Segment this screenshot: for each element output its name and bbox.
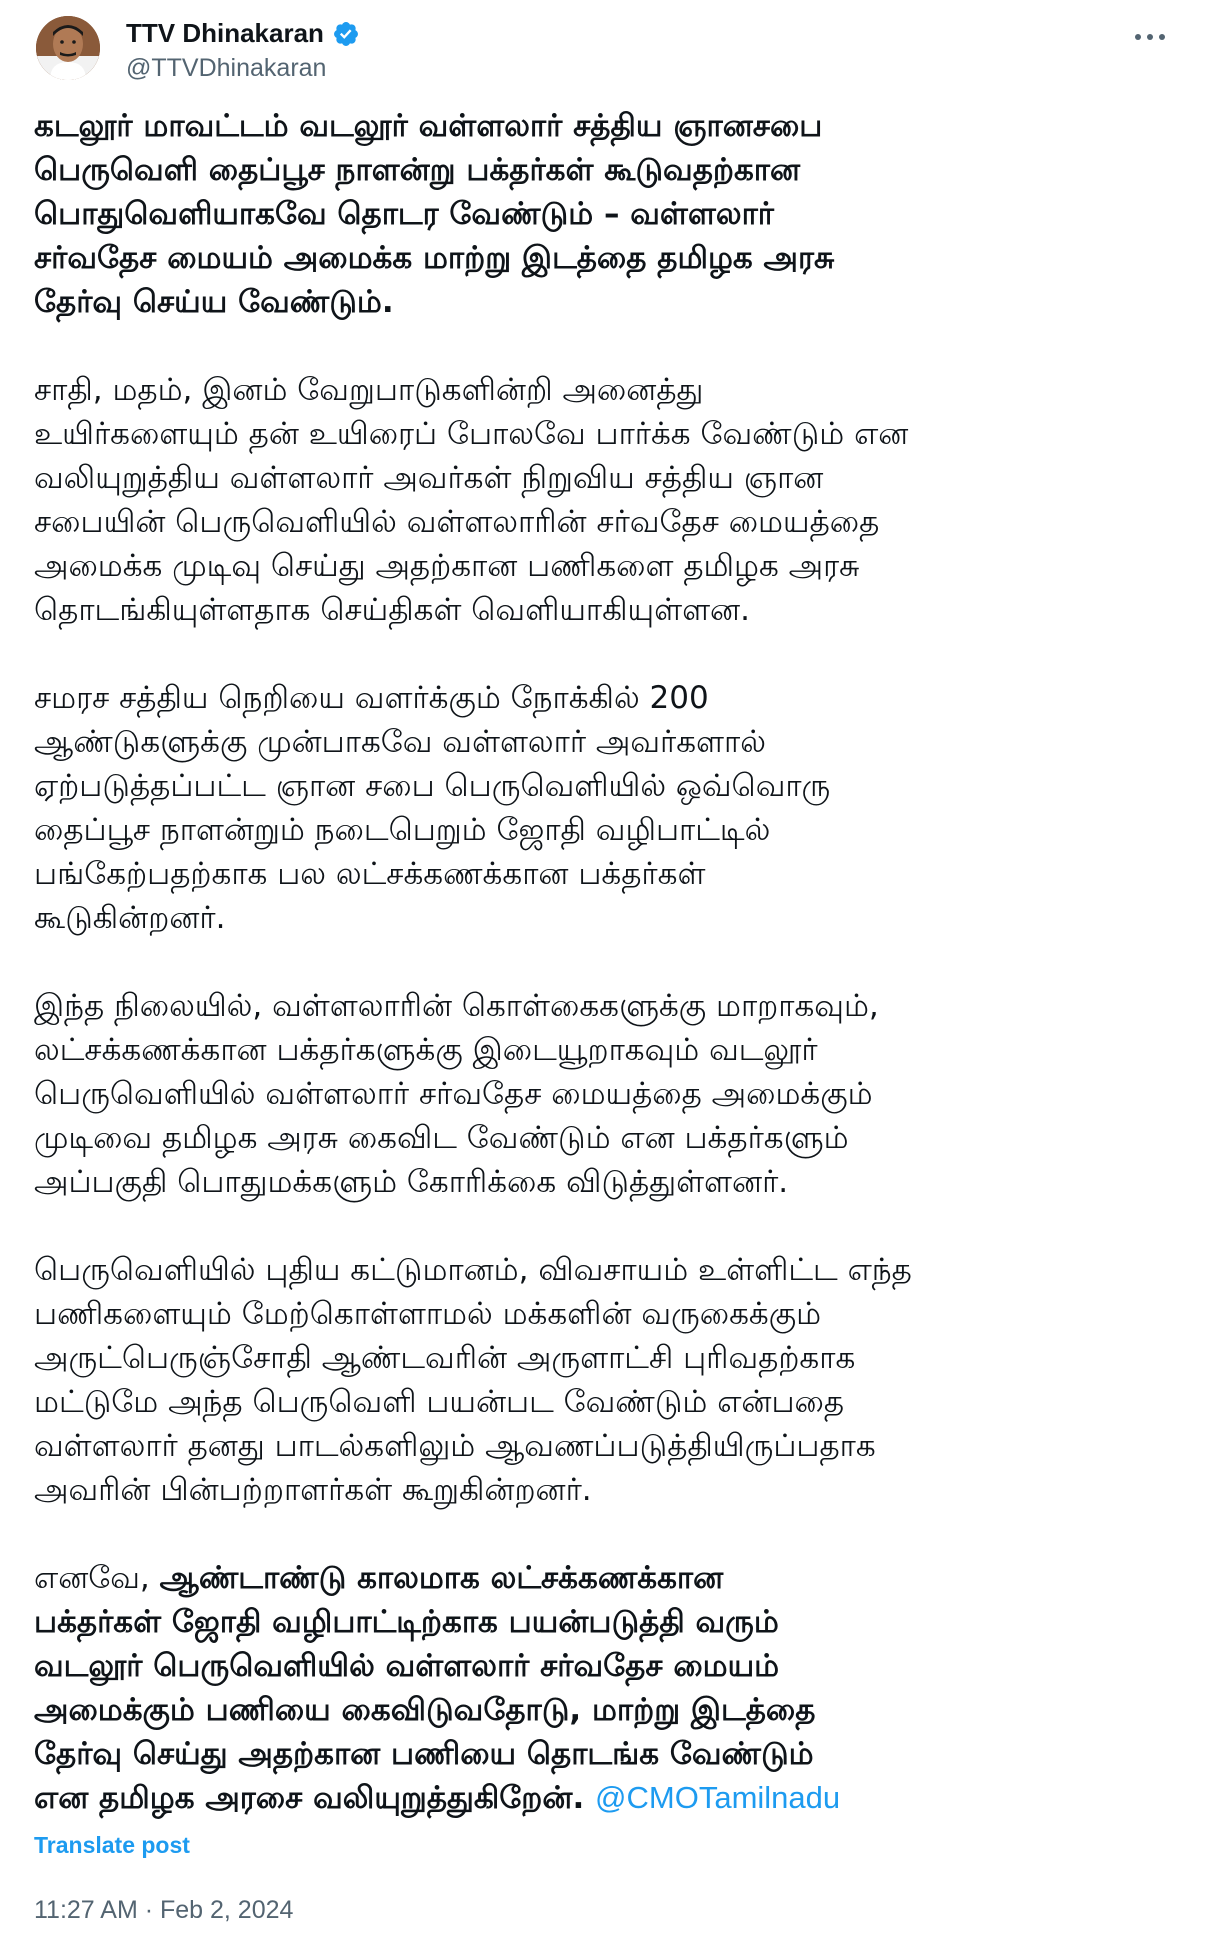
post-closing (34, 1556, 1174, 1820)
avatar[interactable] (36, 16, 100, 80)
post-paragraph-1: சாதி, மதம், இனம் வேறுபாடுகளின்றி அனைத்து உயிர்களையும் தன் உயிரைப் போலவே பார்க்க வேண்டும் என வலியுறுத்திய வள்ளலார் அவர்கள் நிறுவிய சத்திய ஞான சபையின் பெருவெளியில் வள்ளலாரின் சர்வதேச மையத்தை அமைக்க முடிவு செய்து அதற்கான பணிகளை தமிழக அரசு தொடங்கியுள்ளதாக செய்திகள் வெளியாகியுள்ளன. (34, 372, 909, 628)
author-handle[interactable]: @TTVDhinakaran (126, 54, 327, 82)
closing-bold-text: ஆண்டாண்டு காலமாக லட்சக்கணக்கான பக்தர்கள் ஜோதி வழிபாட்டிற்காக பயன்படுத்தி வரும் வடலூர் பெருவெளியில் வள்ளலார் சர்வதேச மையம் அமைக்கும் பணியை கைவிடுவதோடு, மாற்று இடத்தை தேர்வு செய்து அதற்கான பணியை தொடங்க வேண்டும் என தமிழக அரசை வலியுறுத்துகிறேன். (34, 1560, 816, 1816)
more-options-icon[interactable] (1130, 22, 1170, 52)
profile-photo (36, 16, 100, 80)
post-paragraph-3: இந்த நிலையில், வள்ளலாரின் கொள்கைகளுக்கு மாறாகவும், லட்சக்கணக்கான பக்தர்களுக்கு இடையூறாகவும் வடலூர் பெருவெளியில் வள்ளலார் சர்வதேச மையத்தை அமைக்கும் முடிவை தமிழக அரசு கைவிட வேண்டும் என பக்தர்களும் அப்பகுதி பொதுமக்களும் கோரிக்கை விடுத்துள்ளனர். (34, 988, 879, 1200)
translate-post-link[interactable]: Translate post (34, 1832, 190, 1858)
post-headline: கடலூர் மாவட்டம் வடலூர் வள்ளலார் சத்திய ஞானசபை பெருவெளி தைப்பூச நாளன்று பக்தர்கள் கூடுவதற்கான பொதுவெளியாகவே தொடர வேண்டும் – வள்ளலார் சர்வதேச மையம் அமைக்க மாற்று இடத்தை தமிழக அரசு தேர்வு செய்ய வேண்டும். (34, 108, 835, 320)
author-name-row (126, 18, 360, 49)
post-timestamp[interactable]: 11:27 AM · Feb 2, 2024 (34, 1896, 294, 1924)
closing-prefix: எனவே, (34, 1560, 160, 1596)
author-name[interactable]: TTV Dhinakaran (126, 18, 324, 48)
tweet-header (30, 12, 1180, 88)
verified-badge-icon[interactable] (332, 20, 360, 48)
mention-link[interactable]: @CMOTamilnadu (595, 1780, 841, 1815)
post-paragraph-2: சமரச சத்திய நெறியை வளர்க்கும் நோக்கில் 200 ஆண்டுகளுக்கு முன்பாகவே வள்ளலார் அவர்களால் ஏற்படுத்தப்பட்ட ஞான சபை பெருவெளியில் ஒவ்வொரு தைப்பூச நாளன்றும் நடைபெறும் ஜோதி வழிபாட்டில் பங்கேற்பதற்காக பல லட்சக்கணக்கான பக்தர்கள் கூடுகின்றனர். (34, 680, 831, 936)
post-paragraph-4: பெருவெளியில் புதிய கட்டுமானம், விவசாயம் உள்ளிட்ட எந்த பணிகளையும் மேற்கொள்ளாமல் மக்களின் வருகைக்கும் அருட்பெருஞ்சோதி ஆண்டவரின் அருளாட்சி புரிவதற்காக மட்டுமே அந்த பெருவெளி பயன்பட வேண்டும் என்பதை வள்ளலார் தனது பாடல்களிலும் ஆவணப்படுத்தியிருப்பதாக அவரின் பின்பற்றாளர்கள் கூறுகின்றனர். (34, 1252, 912, 1508)
tweet-text (34, 104, 1174, 1820)
